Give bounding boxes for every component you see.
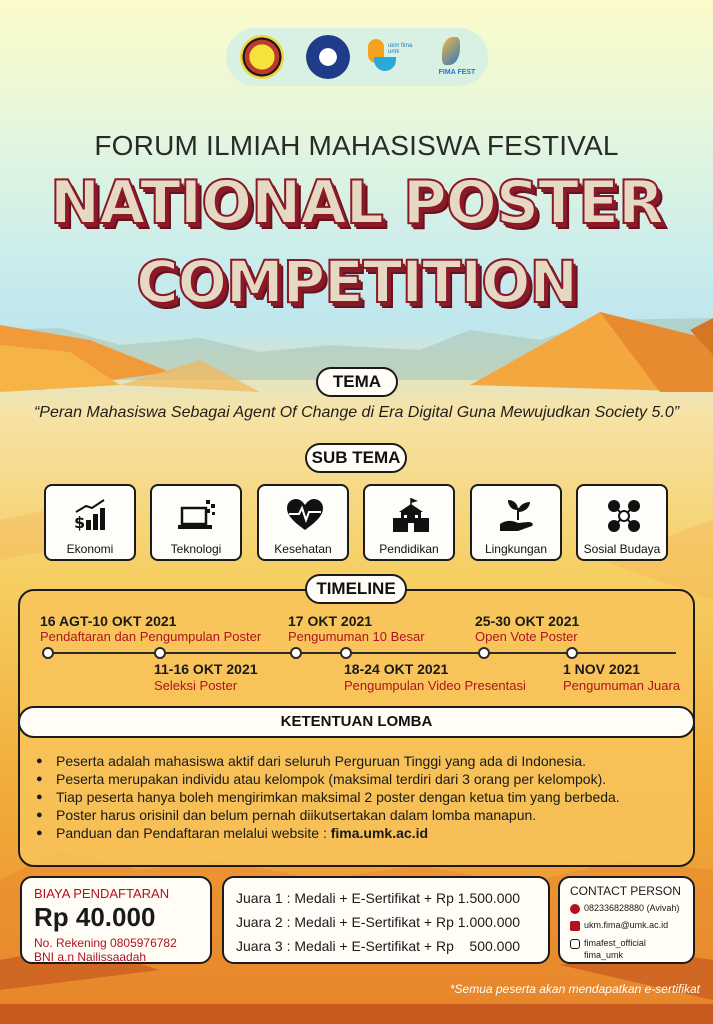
certificate-note: *Semua peserta akan mendapatkan e-sertifikat xyxy=(449,982,700,996)
ukm-fima-logo xyxy=(366,35,416,79)
website-link[interactable]: fima.umk.ac.id xyxy=(330,825,429,841)
rules-list xyxy=(36,752,696,842)
contact-box xyxy=(558,876,695,964)
fima-fest-logo xyxy=(432,35,478,79)
rule-item: ● Tiap peserta hanya boleh mengirimkan maksimal 2 poster dengan ketua tim yang berbeda. xyxy=(36,788,696,806)
timeline-date: 16 AGT-10 OKT 2021 xyxy=(40,613,177,629)
subtema-card-ekonomi xyxy=(44,484,136,561)
timeline-axis xyxy=(46,652,676,654)
prize-3: Juara 3 : Medali + E-Sertifikat + Rp 500.000 xyxy=(236,938,521,954)
subtema-label: Teknologi xyxy=(170,542,222,556)
subtema-card-kesehatan xyxy=(257,484,349,561)
school-icon xyxy=(391,498,431,534)
heartbeat-icon xyxy=(285,498,325,534)
prize-box xyxy=(222,876,550,964)
subtema-label: Ekonomi xyxy=(66,542,114,556)
title-line-2: COMPETITION xyxy=(136,248,577,316)
contact-instagram-row-2 xyxy=(584,950,623,960)
people-network-icon xyxy=(604,498,644,534)
title-line-1: NATIONAL POSTER xyxy=(49,168,664,238)
ukm-fima-logo-text: ukm fima umk xyxy=(388,43,413,55)
contact-title: CONTACT PERSON xyxy=(570,884,681,898)
tema-heading: TEMA xyxy=(316,367,398,397)
bank-name: BNI a.n Nailissaadah xyxy=(34,950,147,964)
fima-seal-logo xyxy=(306,35,350,79)
timeline-marker xyxy=(42,647,54,659)
plant-hand-icon xyxy=(498,498,538,534)
contact-phone[interactable]: 082336828880 (Avivah) xyxy=(584,903,680,913)
timeline-marker xyxy=(290,647,302,659)
fee-box xyxy=(20,876,212,964)
svg-text:$: $ xyxy=(74,513,86,532)
timeline-date: 17 OKT 2021 xyxy=(288,613,373,629)
fee-account xyxy=(34,936,177,964)
instagram-icon xyxy=(570,939,580,949)
logo-strip xyxy=(226,28,488,86)
university-seal-logo xyxy=(240,35,284,79)
timeline-marker xyxy=(566,647,578,659)
contact-email[interactable]: ukm.fima@umk.ac.id xyxy=(584,920,669,930)
subtema-card-teknologi xyxy=(150,484,242,561)
chart-money-icon xyxy=(72,498,112,534)
contact-phone-row xyxy=(570,903,679,914)
rule-item-website xyxy=(36,824,696,842)
sub-tema-heading: SUB TEMA xyxy=(305,443,407,473)
timeline-desc: Pengumuman 10 Besar xyxy=(288,629,425,644)
timeline-desc: Pengumuman Juara xyxy=(563,678,681,693)
subtema-card-sosial-budaya xyxy=(576,484,668,561)
timeline-date: 1 NOV 2021 xyxy=(563,661,641,677)
event-subtitle: FORUM ILMIAH MAHASISWA FESTIVAL xyxy=(94,130,619,161)
contact-instagram-row xyxy=(570,938,646,949)
timeline-marker xyxy=(340,647,352,659)
fee-label: BIAYA PENDAFTARAN xyxy=(34,886,170,901)
contact-email-row xyxy=(570,920,668,931)
prize-2: Juara 2 : Medali + E-Sertifikat + Rp 1.000.000 xyxy=(236,914,521,930)
contact-instagram-2[interactable]: fima_umk xyxy=(584,950,624,960)
timeline-desc: Seleksi Poster xyxy=(154,678,238,693)
subtema-label: Lingkungan xyxy=(484,542,548,556)
rule-item: ● Poster harus orisinil dan belum pernah diikutsertakan dalam lomba manapun. xyxy=(36,806,696,824)
rule-item: ● Peserta adalah mahasiswa aktif dari seluruh Perguruan Tinggi yang ada di Indonesia. xyxy=(36,752,696,770)
timeline-desc: Pendaftaran dan Pengumpulan Poster xyxy=(40,629,262,644)
subtema-label: Sosial Budaya xyxy=(583,542,661,556)
whatsapp-icon xyxy=(570,904,580,914)
bottom-band xyxy=(0,1004,713,1024)
subtema-card-lingkungan xyxy=(470,484,562,561)
prize-1: Juara 1 : Medali + E-Sertifikat + Rp 1.500.000 xyxy=(236,890,521,906)
tema-text: “Peran Mahasiswa Sebagai Agent Of Change di Era Digital Guna Mewujudkan Society 5.0” xyxy=(33,404,680,421)
mail-icon xyxy=(570,921,580,931)
timeline-marker xyxy=(478,647,490,659)
account-number: No. Rekening 0805976782 xyxy=(34,936,177,950)
laptop-icon xyxy=(178,498,218,534)
fee-amount: Rp 40.000 xyxy=(34,902,156,932)
timeline-date: 11-16 OKT 2021 xyxy=(154,661,258,677)
timeline-marker xyxy=(154,647,166,659)
subtema-card-pendidikan xyxy=(363,484,455,561)
timeline-heading: TIMELINE xyxy=(305,574,407,604)
contact-instagram-1[interactable]: fimafest_official xyxy=(584,938,646,948)
timeline-date: 25-30 OKT 2021 xyxy=(475,613,580,629)
website-prefix: Panduan dan Pendaftaran melalui website : xyxy=(56,825,331,841)
fima-fest-logo-text: FIMA FEST xyxy=(438,69,476,76)
rules-heading: KETENTUAN LOMBA xyxy=(18,706,695,738)
subtema-label: Kesehatan xyxy=(274,542,332,556)
timeline-date: 18-24 OKT 2021 xyxy=(344,661,449,677)
subtema-label: Pendidikan xyxy=(379,542,439,556)
rule-item: ● Peserta merupakan individu atau kelompok (maksimal terdiri dari 3 orang per kelompok). xyxy=(36,770,696,788)
timeline-desc: Open Vote Poster xyxy=(475,629,578,644)
timeline-desc: Pengumpulan Video Presentasi xyxy=(344,678,526,693)
